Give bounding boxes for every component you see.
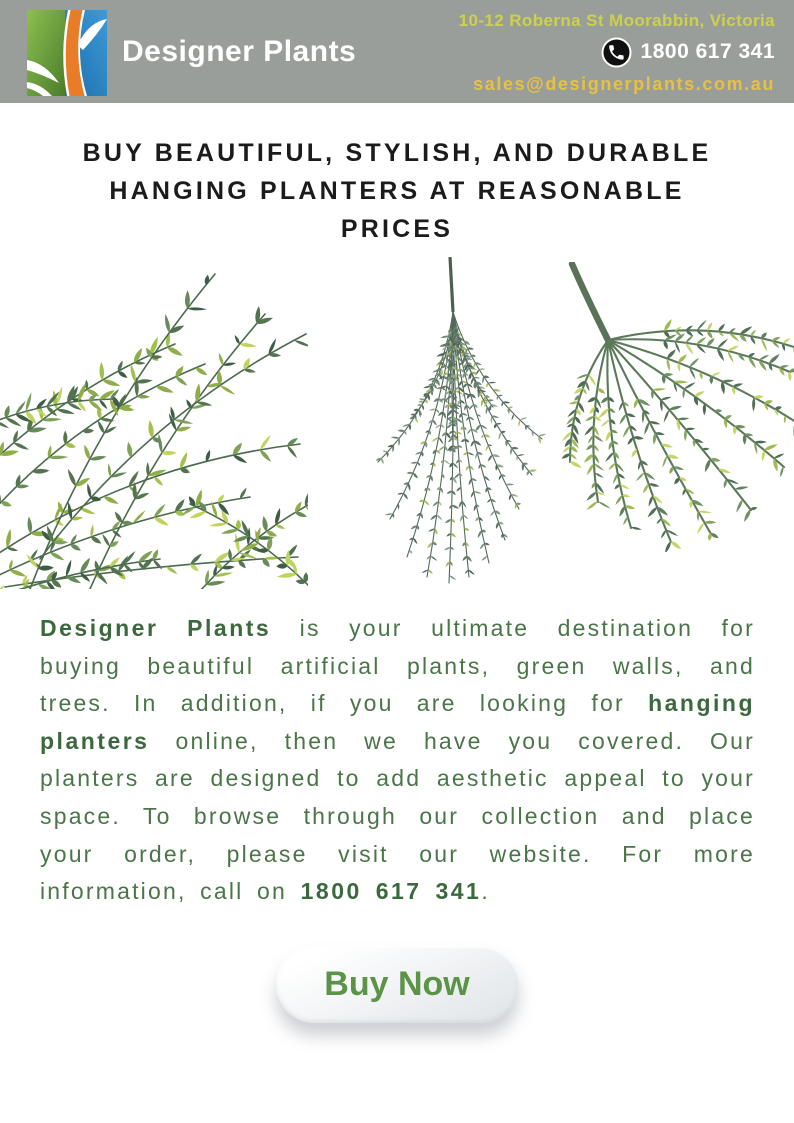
page-title-line: BUY BEAUTIFUL, STYLISH, AND DURABLE: [82, 139, 712, 167]
header-phone: [601, 37, 775, 68]
header-email[interactable]: sales@designerplants.com.au: [473, 73, 775, 94]
page-title-line: HANGING PLANTERS AT REASONABLE: [109, 177, 685, 205]
phone-icon: [601, 37, 632, 68]
brand-name: Designer Plants: [122, 34, 357, 68]
designer-plants-logo-icon: [27, 10, 107, 96]
header-address: 10-12 Roberna St Moorabbin, Victoria: [458, 10, 775, 30]
paragraph-text: is your ultimate destination for buying beautiful artificial plants, green walls, and trees. In addition, if you are looking for: [40, 615, 756, 717]
phone-mention: 1800 617 341: [300, 878, 482, 905]
plant-images: [0, 257, 794, 589]
paragraph-text: .: [481, 878, 490, 905]
keyword-hanging-planters: hanging planters: [40, 690, 755, 754]
buy-now-button[interactable]: Buy Now: [276, 946, 519, 1023]
page-title-line: PRICES: [340, 215, 454, 243]
page-title: [0, 134, 794, 248]
header-contact: [459, 9, 775, 95]
plant-image-right: [548, 262, 794, 552]
plant-image-middle: [356, 257, 556, 587]
cta-section: [0, 946, 794, 1023]
header: [0, 0, 794, 103]
body-paragraph: [40, 610, 755, 911]
paragraph-text: online, then we have you covered. Our planters are designed to add aesthetic appeal to your space. To browse through our collection and place your order, please visit our website. For more information, call on: [40, 727, 755, 905]
phone-number[interactable]: 1800 617 341: [640, 40, 775, 63]
plant-image-left: [0, 259, 308, 589]
brand-logo: [27, 10, 107, 96]
brand-mention: Designer Plants: [40, 615, 272, 641]
